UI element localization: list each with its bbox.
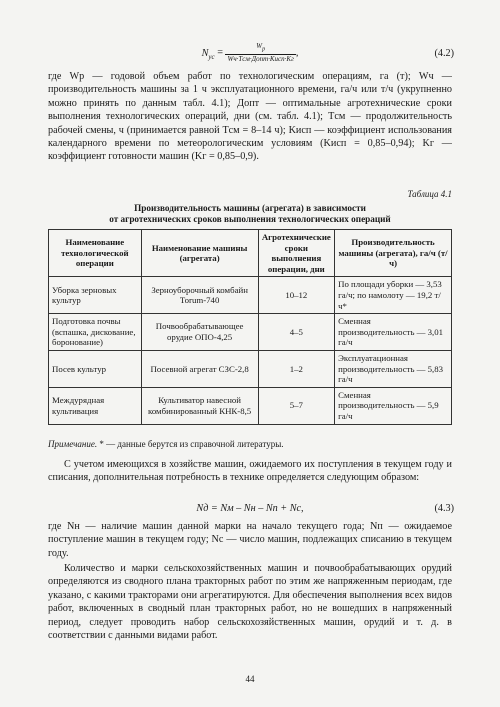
table-cell: Междурядная культивация xyxy=(49,387,142,424)
table-header-row xyxy=(49,230,452,277)
table-row xyxy=(49,277,452,314)
table-cell: Зерноуборочный комбайн Torum-740 xyxy=(141,277,258,314)
note-label: Примечание. xyxy=(48,439,98,449)
table-cell: 4–5 xyxy=(258,314,335,351)
table-cell: По площади уборки — 3,53 га/ч; по намолоту — 19,2 т/ч* xyxy=(335,277,452,314)
table-row xyxy=(49,350,452,387)
table-cell: Почвообрабатывающее орудие ОПО-4,25 xyxy=(141,314,258,351)
paragraph-variables-4-2: где Wр — годовой объем работ по технологическим операциям, га (т); Wч — производительность машины за 1 ч эксплуатационного времени, га/ч или т/ч (укрупненно можно принять по данным табл. 4.1); Допт — оптимальные агротехнические сроки выполнения технологических операций, дни (см. табл. 4.1); Tсм — продолжительность рабочей смены, ч (принимается равной Tсм = 8–14 ч); Kисп — коэффициент использования календарного времени по метеорологическим условиям (Kисп = 0,85–0,94); Kг — коэффициент готовности машин (Kг = 0,85–0,9). xyxy=(48,71,452,163)
table-row xyxy=(49,314,452,351)
paragraph-additional-need: С учетом имеющихся в хозяйстве машин, ожидаемого их поступления в текущем году и списания, дополнительная потребность в технике определяется следующим образом: xyxy=(48,459,452,484)
table-cell: Посев культур xyxy=(49,350,142,387)
formula-4-2: $N_{ус}$ = $\frac{W_р}{\text{Wч·Tсм·Допт·Kисп·Kг}}$ , xyxy=(201,42,299,64)
equation-number-4-2: (4.2) xyxy=(434,48,454,59)
table-cell: Посевной агрегат СЗС-2,8 xyxy=(141,350,258,387)
table-header-cell: Агротехнические сроки выполнения операции, дни xyxy=(258,230,335,277)
formula-4-3: Nд = Nм – Nн – Nп + Nс, xyxy=(196,503,304,514)
table-title: Производительность машины (агрегата) в зависимости от агротехнических сроков выполнения технологических операций xyxy=(109,203,391,224)
paragraph-variables-4-3: где Nн — наличие машин данной марки на начало текущего года; Nп — ожидаемое поступление машин в текущем году; Nс — число машин, подлежащих списанию в текущем году. xyxy=(48,521,452,559)
table-cell: Культиватор навесной комбинированный КНК-8,5 xyxy=(141,387,258,424)
table-note xyxy=(48,438,284,451)
table-label: Таблица 4.1 xyxy=(407,189,452,199)
note-text: * — данные берутся из справочной литературы. xyxy=(97,439,284,449)
equation-number-4-3: (4.3) xyxy=(434,503,454,514)
table-header-cell: Наименование машины (агрегата) xyxy=(141,230,258,277)
table-cell: Подготовка почвы (вспашка, дискование, боронование) xyxy=(49,314,142,351)
table-row xyxy=(49,387,452,424)
table-header-cell: Наименование технологической операции xyxy=(49,230,142,277)
table-cell: Сменная производительность — 3,01 га/ч xyxy=(335,314,452,351)
productivity-table xyxy=(48,229,452,425)
table-cell: Уборка зерновых культур xyxy=(49,277,142,314)
table-header-cell: Производительность машины (агрегата), га/ч (т/ч) xyxy=(335,230,452,277)
table-cell: 5–7 xyxy=(258,387,335,424)
page-number: 44 xyxy=(245,674,255,684)
table-cell: 10–12 xyxy=(258,277,335,314)
table-cell: Эксплуатационная производительность — 5,83 га/ч xyxy=(335,350,452,387)
paragraph-machines-selection: Количество и марки сельскохозяйственных машин и почвообрабатывающих орудий определяются из сводного плана тракторных работ по этим же напряженным периодам, где указано, с какими тракторами они агрегатируются. Для обеспечения выполнения всех видов работ, включенных в сводный план тракторных работ, но не вошедших в напряженный период, следует проводить набор сельскохозяйственных машин, орудий и т. д. в соответствии с данными видами работ. xyxy=(48,563,452,642)
table-cell: 1–2 xyxy=(258,350,335,387)
formula-fraction: $\frac{W_р}{\text{Wч·Tсм·Допт·Kисп·Kг}}$ xyxy=(227,42,294,64)
formula-lhs: $N_{ус}$ xyxy=(201,47,215,61)
table-cell: Сменная производительность — 5,9 га/ч xyxy=(335,387,452,424)
